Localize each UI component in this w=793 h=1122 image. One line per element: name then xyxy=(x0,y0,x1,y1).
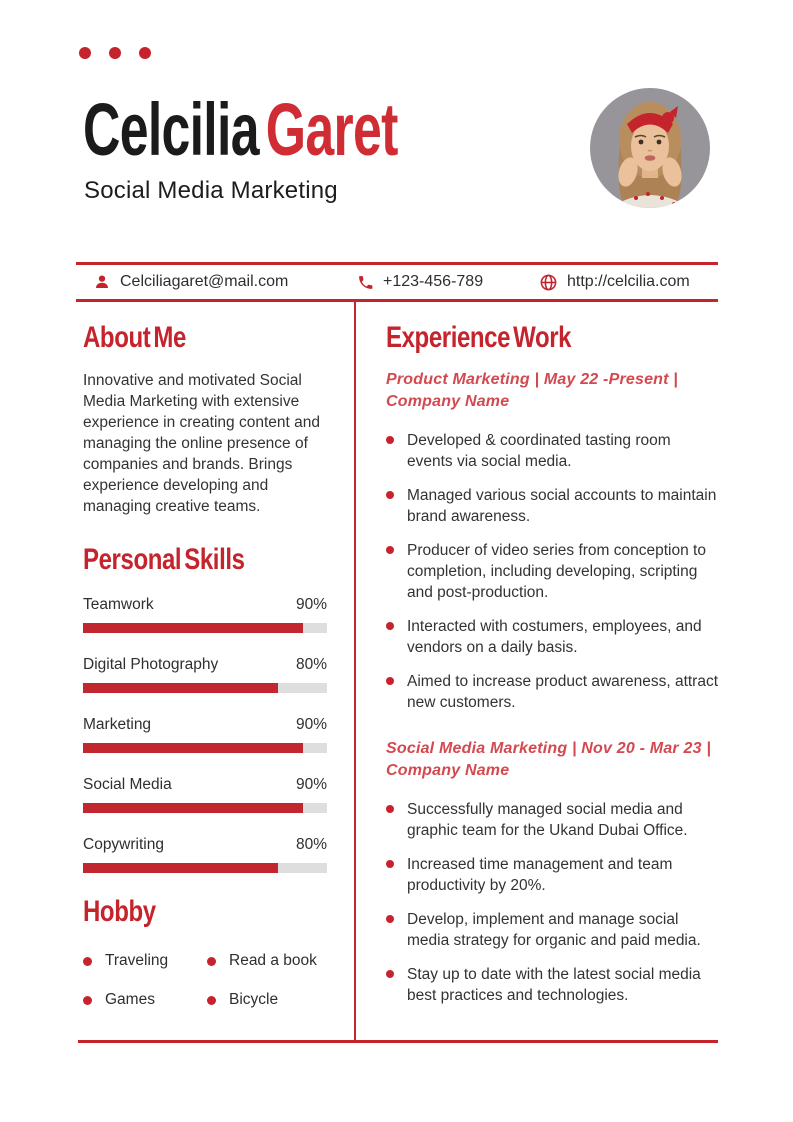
about-text: Innovative and motivated Social Media Marketing with extensive experience in creating content and managing the online presence of companies and brands. Brings experience developing and managing creative teams. xyxy=(83,372,320,515)
bullet-text: Aimed to increase product awareness, attract new customers. xyxy=(407,673,719,711)
skill-bar-track xyxy=(83,863,327,873)
decorative-dots xyxy=(79,47,151,59)
bullet-icon xyxy=(386,915,394,923)
hobby-label: Games xyxy=(105,991,155,1008)
bullet-icon xyxy=(386,677,394,685)
skill-row xyxy=(83,656,327,693)
job-2-bullets xyxy=(386,799,720,1006)
skill-bar-track xyxy=(83,803,327,813)
dot-icon xyxy=(109,47,121,59)
about-heading: About Me xyxy=(83,321,186,354)
skill-bar-fill xyxy=(83,683,278,693)
first-name: Celcilia xyxy=(83,88,259,171)
contact-phone xyxy=(357,265,483,299)
hobby-label: Read a book xyxy=(229,952,317,969)
skill-row xyxy=(83,596,327,633)
bullet-text: Increased time management and team productivity by 20%. xyxy=(407,856,673,894)
skill-bar-track xyxy=(83,623,327,633)
hobby-label: Traveling xyxy=(105,952,169,969)
bullet-icon xyxy=(386,491,394,499)
skills-heading: Personal Skills xyxy=(83,543,245,576)
bullet-item xyxy=(386,799,720,841)
skill-percent: 90% xyxy=(295,776,327,793)
skill-label: Social Media xyxy=(83,776,172,793)
website-text: http://celcilia.com xyxy=(567,273,690,290)
skill-percent: 90% xyxy=(295,596,327,613)
skill-bar-fill xyxy=(83,623,303,633)
bullet-icon xyxy=(83,996,92,1005)
bullet-icon xyxy=(207,957,216,966)
skill-label: Marketing xyxy=(83,716,152,733)
skill-bar-track xyxy=(83,683,327,693)
profile-photo xyxy=(590,88,710,208)
skill-label: Copywriting xyxy=(83,836,164,853)
person-name xyxy=(83,88,398,171)
right-column xyxy=(386,322,720,1019)
hobby-item xyxy=(83,952,207,970)
bullet-item xyxy=(386,430,720,472)
bullet-icon xyxy=(386,805,394,813)
bullet-item xyxy=(386,909,720,951)
skill-bar-fill xyxy=(83,863,278,873)
hobby-label: Bicycle xyxy=(229,991,279,1008)
skill-bar-track xyxy=(83,743,327,753)
bullet-text: Stay up to date with the latest social media best practices and technologies. xyxy=(407,966,701,1004)
bullet-item xyxy=(386,964,720,1006)
dot-icon xyxy=(139,47,151,59)
bullet-text: Producer of video series from conception to completion, including developing, scripting and post-production. xyxy=(407,542,706,601)
skill-row xyxy=(83,716,327,753)
bullet-icon xyxy=(386,546,394,554)
bullet-item xyxy=(386,616,720,658)
bullet-text: Successfully managed social media and graphic team for the Ukand Dubai Office. xyxy=(407,801,688,839)
bullet-item xyxy=(386,854,720,896)
hobby-item xyxy=(207,952,327,970)
bullet-item xyxy=(386,671,720,713)
hobby-item xyxy=(83,991,207,1009)
bullet-text: Interacted with costumers, employees, and vendors on a daily basis. xyxy=(407,618,702,656)
hobby-item xyxy=(207,991,327,1009)
bullet-item xyxy=(386,540,720,603)
skill-row xyxy=(83,776,327,813)
contact-email xyxy=(93,265,288,299)
last-name: Garet xyxy=(265,88,398,171)
job-1-title: Product Marketing | May 22 -Present | Company Name xyxy=(386,371,678,410)
job-1-bullets xyxy=(386,430,720,713)
globe-icon xyxy=(539,273,558,292)
dot-icon xyxy=(79,47,91,59)
bullet-icon xyxy=(386,860,394,868)
bullet-icon xyxy=(207,996,216,1005)
bullet-icon xyxy=(386,970,394,978)
skill-bar-fill xyxy=(83,803,303,813)
bullet-item xyxy=(386,485,720,527)
hobby-list xyxy=(83,952,327,1009)
skills-list xyxy=(83,596,327,873)
skill-row xyxy=(83,836,327,873)
skill-percent: 80% xyxy=(295,836,327,853)
skill-percent: 80% xyxy=(295,656,327,673)
bullet-text: Develop, implement and manage social media strategy for organic and paid media. xyxy=(407,911,701,949)
skill-bar-fill xyxy=(83,743,303,753)
experience-heading: Experience Work xyxy=(386,321,572,354)
skill-label: Digital Photography xyxy=(83,656,219,673)
bullet-icon xyxy=(83,957,92,966)
email-text: Celciliagaret@mail.com xyxy=(120,273,289,290)
phone-text: +123-456-789 xyxy=(383,273,484,290)
contact-website xyxy=(539,265,690,299)
skill-percent: 90% xyxy=(295,716,327,733)
skill-label: Teamwork xyxy=(83,596,154,613)
contact-bar xyxy=(76,262,718,302)
left-column xyxy=(83,322,327,1009)
bullet-text: Managed various social accounts to maintain brand awareness. xyxy=(407,487,717,525)
bottom-rule xyxy=(78,1040,718,1043)
bullet-icon xyxy=(386,436,394,444)
phone-icon xyxy=(357,274,374,291)
bullet-icon xyxy=(386,622,394,630)
column-divider xyxy=(354,302,356,1040)
hobby-heading: Hobby xyxy=(83,895,156,928)
job-title: Social Media Marketing xyxy=(84,177,338,204)
bullet-text: Developed & coordinated tasting room events via social media. xyxy=(407,432,671,470)
job-2-title: Social Media Marketing | Nov 20 - Mar 23 | Company Name xyxy=(386,740,712,779)
person-icon xyxy=(93,273,111,291)
